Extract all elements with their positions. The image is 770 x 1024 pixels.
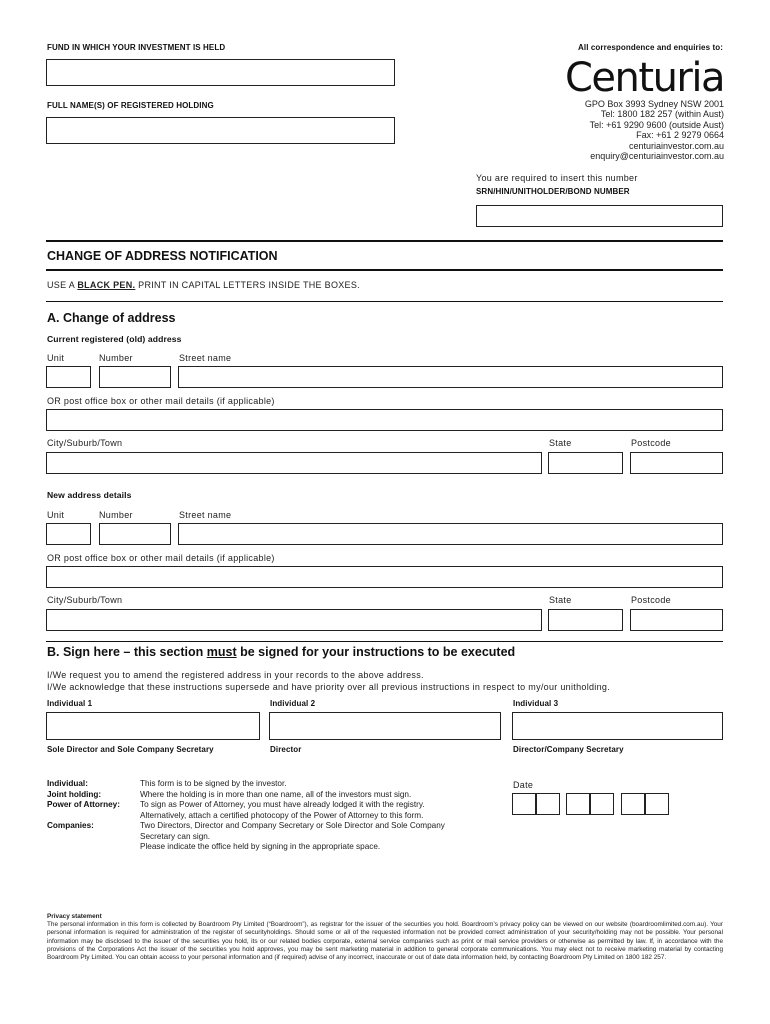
- new-postcode-input[interactable]: [630, 609, 723, 631]
- date-month-digit-2[interactable]: [590, 793, 614, 815]
- centuria-logo: Centuria: [565, 55, 724, 101]
- role-2-label: Director: [270, 745, 302, 754]
- new-city-input[interactable]: [46, 609, 542, 631]
- signature-2-input[interactable]: [269, 712, 501, 740]
- srn-label: SRN/HIN/UNITHOLDER/BOND NUMBER: [476, 187, 630, 196]
- po-box-label: OR post office box or other mail details (if applicable): [47, 553, 275, 563]
- note-key: Power of Attorney:: [47, 800, 120, 809]
- section-a-title: A. Change of address: [47, 311, 176, 325]
- srn-intro: You are required to insert this number: [476, 173, 638, 183]
- fund-label: FUND IN WHICH YOUR INVESTMENT IS HELD: [47, 43, 226, 52]
- privacy-body: The personal information in this form is collected by Boardroom Pty Limited (“Boardroom”), as registrar for the issuer of the securities you hold. Boardroom’s privacy policy can be viewed on our website (boardroomlimited.com.au). Your personal information is required for administration of the register of securityholdings. Should some or all of the requested information not be provided correct administration of your security/holding may not be possible. Your personal information may be disclosed to the issuer of the securities you hold, its or our related bodies corporate, external service companies such as print or mail service providers or otherwise as permitted by law. If, in accordance with the provisions of the Corporations Act the issuer of the securities you hold approves, you may be sent marketing material in addition to general corporate communications. You may elect not to receive marketing material by contacting Boardroom Pty Limited. You can obtain access to your personal information and (if required) advise of any incorrect, inaccurate or out of date data information held, by contacting Boardroom Pty Limited on 1800 182 257.: [47, 921, 723, 962]
- registry-address: [585, 99, 724, 161]
- note-value: Alternatively, attach a certified photocopy of the Power of Attorney to this form.: [140, 810, 424, 820]
- postcode-label: Postcode: [631, 595, 671, 605]
- fund-input[interactable]: [46, 59, 395, 86]
- correspondence-label: All correspondence and enquiries to:: [578, 43, 723, 52]
- note-value: Please indicate the office held by signing in the appropriate space.: [140, 842, 381, 851]
- instruction-prefix: USE A: [47, 280, 78, 290]
- note-value: To sign as Power of Attorney, you must have already lodged it with the registry.: [140, 800, 425, 809]
- title-bottom-rule: [46, 269, 723, 271]
- unit-label: Unit: [47, 353, 65, 363]
- section-b-title-must: must: [206, 645, 237, 659]
- po-box-label: OR post office box or other mail details (if applicable): [47, 396, 275, 406]
- state-label: State: [549, 438, 572, 448]
- privacy-heading: Privacy statement: [47, 913, 102, 920]
- section-b-rule: [46, 641, 723, 642]
- fullname-label: FULL NAME(S) OF REGISTERED HOLDING: [47, 101, 214, 110]
- note-value: This form is to be signed by the investor.: [140, 779, 287, 788]
- note-value: Two Directors, Director and Company Secretary or Sole Director and Sole Company: [140, 821, 445, 830]
- number-label: Number: [99, 353, 133, 363]
- signing-notes-keys: [47, 779, 142, 832]
- city-label: City/Suburb/Town: [47, 595, 123, 605]
- instruction-suffix: PRINT IN CAPITAL LETTERS INSIDE THE BOXES.: [135, 280, 360, 290]
- state-label: State: [549, 595, 572, 605]
- current-address-heading: Current registered (old) address: [47, 334, 182, 344]
- new-number-input[interactable]: [99, 523, 171, 545]
- new-street-input[interactable]: [178, 523, 723, 545]
- srn-input[interactable]: [476, 205, 723, 227]
- role-1-label: Sole Director and Sole Company Secretary: [47, 745, 214, 754]
- old-state-input[interactable]: [548, 452, 623, 474]
- section-a-rule: [46, 301, 723, 302]
- section-b-title-suffix: be signed for your instructions to be executed: [236, 645, 516, 659]
- address-line: Fax: +61 2 9279 0664: [636, 130, 724, 141]
- address-line: Tel: 1800 182 257 (within Aust): [600, 109, 724, 120]
- address-line: enquiry@centuriainvestor.com.au: [590, 151, 724, 162]
- address-line: Tel: +61 9290 9600 (outside Aust): [589, 119, 724, 130]
- privacy-statement: [47, 913, 723, 962]
- form-title: CHANGE OF ADDRESS NOTIFICATION: [47, 249, 278, 263]
- note-key: Companies:: [47, 821, 94, 830]
- note-key: Individual:: [47, 779, 88, 788]
- individual-3-label: Individual 3: [513, 699, 559, 708]
- acknowledge-line: I/We acknowledge that these instructions supersede and have priority over all previous instructions in respect to my/our unitholding.: [47, 682, 611, 692]
- individual-2-label: Individual 2: [270, 699, 316, 708]
- signature-1-input[interactable]: [46, 712, 260, 740]
- new-po-box-input[interactable]: [46, 566, 723, 588]
- title-top-rule: [46, 240, 723, 242]
- note-key: Joint holding:: [47, 789, 102, 799]
- date-day-digit-2[interactable]: [536, 793, 560, 815]
- old-unit-input[interactable]: [46, 366, 91, 388]
- section-b-title: [47, 645, 515, 659]
- street-label: Street name: [179, 353, 232, 363]
- date-label: Date: [513, 780, 534, 790]
- old-city-input[interactable]: [46, 452, 542, 474]
- fullname-input[interactable]: [46, 117, 395, 144]
- pen-instruction: [47, 280, 360, 290]
- note-value: Secretary can sign.: [140, 831, 211, 841]
- address-line: centuriainvestor.com.au: [628, 140, 724, 151]
- signing-notes-values: [140, 779, 495, 853]
- old-postcode-input[interactable]: [630, 452, 723, 474]
- individual-1-label: Individual 1: [47, 699, 93, 708]
- note-key: [47, 811, 142, 822]
- date-year-digit-2[interactable]: [645, 793, 669, 815]
- new-address-heading: New address details: [47, 490, 132, 500]
- postcode-label: Postcode: [631, 438, 671, 448]
- section-b-title-prefix: B. Sign here – this section: [47, 645, 207, 659]
- date-year-digit-1[interactable]: [621, 793, 645, 815]
- request-line: I/We request you to amend the registered address in your records to the above address.: [47, 670, 424, 680]
- note-value: Where the holding is in more than one name, all of the investors must sign.: [140, 789, 412, 799]
- city-label: City/Suburb/Town: [47, 438, 123, 448]
- signature-3-input[interactable]: [512, 712, 723, 740]
- old-number-input[interactable]: [99, 366, 171, 388]
- old-street-input[interactable]: [178, 366, 723, 388]
- new-state-input[interactable]: [548, 609, 623, 631]
- address-line: GPO Box 3993 Sydney NSW 2001: [584, 99, 724, 109]
- number-label: Number: [99, 510, 133, 520]
- street-label: Street name: [179, 510, 232, 520]
- old-po-box-input[interactable]: [46, 409, 723, 431]
- instruction-pen: BLACK PEN.: [77, 280, 136, 290]
- date-day-digit-1[interactable]: [512, 793, 536, 815]
- new-unit-input[interactable]: [46, 523, 91, 545]
- role-3-label: Director/Company Secretary: [513, 745, 624, 754]
- unit-label: Unit: [47, 510, 65, 520]
- date-month-digit-1[interactable]: [566, 793, 590, 815]
